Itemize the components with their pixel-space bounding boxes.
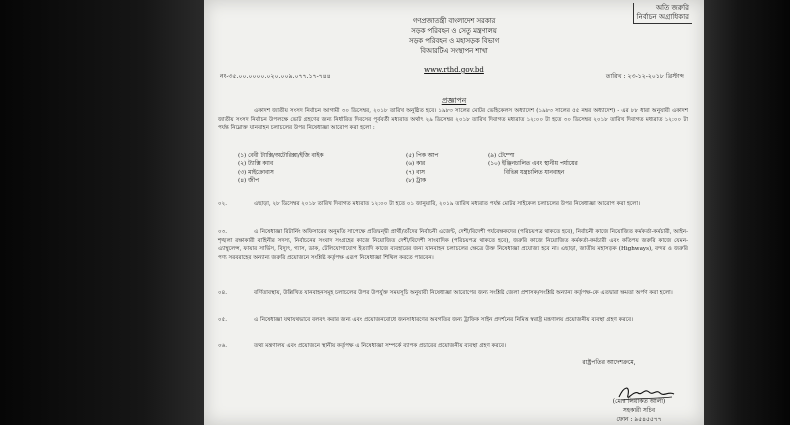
vehicle-item: (৬) কার <box>406 161 426 168</box>
vehicle-item: (২) ট্যাক্সি ক্যাব <box>238 161 274 168</box>
paragraph-number: ০৫. <box>218 317 228 323</box>
signatory-name: (মোঃ লিয়াকত আলী) <box>612 398 666 405</box>
paragraph-text: বর্ণিতাবস্থায়, উল্লিখিত যানবাহনসমূহ চলাচলের উপর উপর্যুক্ত সময়সূচি অনুযায়ী নিষেধাজ্ঞা আরোপের জন্য সংশ্লিষ্ট জেলা প্রশাসক/সংশ্লিষ্ট অন্যান্য কর্তৃপক্ষ-কে এতদ্বারা ক্ষমতা অর্পণ করা হলো। <box>254 290 673 296</box>
paragraph-number: ০৪. <box>218 290 228 296</box>
vehicle-item: বিভিন্ন যন্ত্রচালিত যানবাহন <box>504 169 565 176</box>
vehicle-item: (৯) টেম্পো <box>488 153 515 159</box>
paragraph-3 <box>218 228 688 262</box>
paragraph-number: ০৬. <box>218 343 228 349</box>
document-page <box>204 0 704 425</box>
background-right <box>704 0 790 425</box>
paragraph-number: ০২. <box>218 201 228 207</box>
vehicle-item: (৮) ট্রাক <box>406 177 426 184</box>
vehicle-item: (১০) ইঞ্জিনচালিত এবং স্থানীয় পর্যায়ের <box>488 161 578 168</box>
paragraph-text: তথ্য মন্ত্রণালয় এবং প্রয়োজনে স্থানীয় কর্তৃপক্ষ এ নিষেধাজ্ঞা সম্পর্কে ব্যাপক প্রচারের প্রয়োজনীয় ব্যবস্থা গ্রহণ করবে। <box>254 343 506 349</box>
header-ministry: সড়ক পরিবহন ও সেতু মন্ত্রণালয় <box>411 27 497 35</box>
election-priority-label: নির্বাচন অগ্রাধিকার <box>636 13 689 21</box>
vehicle-item: (১) বেবী ট্যাক্সি/অটোরিক্সা/ইজি বাইক <box>238 153 324 159</box>
vehicle-item: (৫) পিক আপ <box>406 153 439 159</box>
vehicle-item: (৩) মাইক্রোবাস <box>238 169 274 176</box>
paragraph-6 <box>218 342 688 351</box>
document-title: প্রজ্ঞাপন <box>441 96 467 105</box>
paragraph-text: এ নিষেধাজ্ঞা রিটার্নিং অফিসারের অনুমতি সাপেক্ষে প্রতিদ্বন্দ্বী প্রার্থী/তাঁদের নির্বাচনী এজেন্ট, দেশী/বিদেশী পর্যবেক্ষকদের (পরিচয়পত্র থাকতে হবে), নির্বাচনী কাজে নিয়োজিত কর্মকর্তা-কর্মচারী, আইন-শৃঙ্খলা রক্ষাকারী বাহিনীর সদস্য, নির্বাচনের সংবাদ সংগ্রহের কাজে নিয়োজিত দেশী/বিদেশী সাংবাদিক (পরিচয়পত্র থাকতে হবে), জরুরি কাজে নিয়োজিত কর্মকর্তা-কর্মচারী এবং কতিপয় জরুরি কাজে যেমন- এ্যাম্বুলেন্স, ফায়ার সার্ভিস, বিদ্যুৎ, গ্যাস, ডাক, টেলিযোগাযোগ ইত্যাদি কাজে ব্যবহারের জন্য যানবাহন চলাচলের ক্ষেত্রে উক্ত নিষেধাজ্ঞা প্রযোজ্য হবে না। এছাড়া, জাতীয় মহাসড়ক (Highways), বন্দর ও জরুরি পণ্য সরবরাহের অন্যান্য জরুরি প্রয়োজনে সংশ্লিষ্ট কর্তৃপক্ষ এরূপ নিষেধাজ্ঞা শিথিল করতে পারবেন। <box>218 229 688 261</box>
signatory-phone: ফোন : ৯৫৪৫৫৭৭ <box>616 416 662 423</box>
paragraph-2 <box>218 200 688 209</box>
header-govt: গণপ্রজাতন্ত্রী বাংলাদেশ সরকার <box>412 17 496 25</box>
background-left <box>0 0 204 425</box>
paragraph-5 <box>218 316 688 325</box>
paragraph-text: এ নিষেধাজ্ঞা যথাযথভাবে বলবৎ করার জন্য এবং প্রয়োজনবোধে জনসাধারণের অবগতির জন্য ট্রাফিক সাইন প্রদর্শনের নিমিত্ত স্বরাষ্ট্র মন্ত্রণালয় প্রয়োজনীয় ব্যবস্থা গ্রহণ করবে। <box>254 317 634 323</box>
urgent-label: অতি জরুরি <box>655 4 689 12</box>
signatory-designation: সহকারী সচিব <box>622 407 656 414</box>
website-link[interactable]: www.rthd.gov.bd <box>424 66 484 74</box>
header-division: সড়ক পরিবহন ও মহাসড়ক বিভাগ <box>408 37 500 45</box>
paragraph-number: ০৩. <box>218 229 228 235</box>
presidential-order: রাষ্ট্রপতির আদেশক্রমে, <box>582 359 636 366</box>
header-section: বিআরটিএ সংস্থাপন শাখা <box>420 47 488 55</box>
paragraph-4 <box>218 289 688 298</box>
paragraph-text: এছাড়া, ২৮ ডিসেম্বর ২০১৮ তারিখ দিবাগত মধ্যরাত ১২:০০ টা হতে ০১ জানুয়ারি, ২০১৯ তারিখ মধ্যরাত পর্যন্ত মোটর সাইকেল চলাচলের উপর নিষেধাজ্ঞা আরোপ করা হলো। <box>254 201 640 207</box>
vehicle-item: (৭) বাস <box>406 169 425 176</box>
memo-number: নং-৩৫.০০.০০০০.০২০.০০৯.০৭৭.১৭-৭৪৪ <box>220 73 331 80</box>
paragraph-1: একাদশ জাতীয় সংসদ নির্বাচন আগামী ৩০ ডিসেম্বর, ২০১৮ তারিখ অনুষ্ঠিত হবে। ১৯৮৩ সালের মোটর ভেহিকেলস অধ্যাদেশ (১৯৮৩ সালের ৫৫ নম্বর অধ্যাদেশ) - এর ৮৮ ধারা অনুযায়ী একাদশ জাতীয় সংসদ নির্বাচন উপলক্ষে ভোট গ্রহণের জন্য নির্ধারিত দিবসের পূর্ববর্তী মধ্যরাত অর্থাৎ ২৯ ডিসেম্বর ২০১৮ তারিখ দিবাগত মধ্যরাত ১২:০০ টা হতে ৩০ ডিসেম্বর ২০১৮ তারিখ দিবাগত মধ্যরাত ১২:০০ টা পর্যন্ত নিম্নোক্ত যানবাহন চলাচলের উপর নিষেধাজ্ঞা আরোপ করা হলো : <box>218 108 688 131</box>
memo-date: তারিখ : ২৩-১২-২০১৮ খ্রিস্টাব্দ <box>605 73 684 80</box>
vehicle-item: (৪) জীপ <box>238 177 259 184</box>
